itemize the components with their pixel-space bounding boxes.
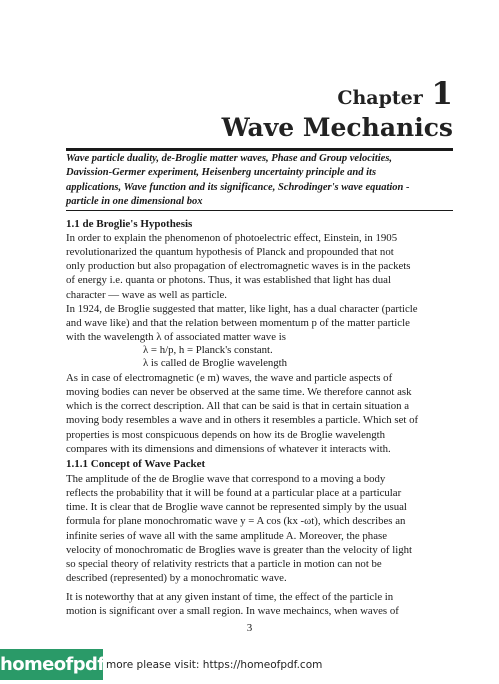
keywords-line: Davission-Germer experiment, Heisenberg uncertainty principle and its — [66, 167, 377, 179]
subsection-heading: 1.1.1 Concept of Wave Packet — [66, 458, 206, 470]
text-line: As in case of electromagnetic (e m) waves, the wave and particle aspects of — [66, 372, 393, 384]
text-line: velocity of monochromatic de Broglies wave is greater than the velocity of light — [66, 543, 412, 556]
text-line: so special theory of relativity restricts that a particle in motion can not be — [66, 557, 382, 570]
chapter-number: 1 — [431, 76, 453, 112]
text-line: In order to explain the phenomenon of photoelectric effect, Einstein, in 1905 — [66, 232, 398, 244]
section-heading: 1.1 de Broglie's Hypothesis — [66, 218, 193, 230]
text-line: and wave like) and that the relation between momentum p of the matter particle — [66, 317, 410, 330]
page-number: 3 — [246, 622, 253, 634]
text-line: motion is significant over a small region. In wave mechaincs, when waves of — [66, 605, 399, 618]
keywords-line: applications, Wave function and its significance, Schrodinger's wave equation - — [66, 181, 410, 193]
footer-link-text[interactable]: more please visit: https://homeofpdf.com — [106, 659, 323, 671]
equation-note: λ is called de Broglie wavelength — [143, 357, 288, 369]
paragraph — [66, 472, 453, 585]
paragraph — [66, 302, 453, 344]
chapter-word: Chapter — [337, 87, 423, 109]
text-line: character — wave as well as particle. — [66, 288, 227, 301]
paragraph — [66, 590, 453, 618]
equation: λ = h/p, h = Planck's constant. — [143, 344, 273, 356]
text-line: It is noteworthy that at any given instant of time, the effect of the particle in — [66, 591, 394, 603]
paragraph — [66, 231, 453, 302]
homeofpdf-logo-link[interactable]: homeofpdf.com — [0, 649, 103, 680]
text-line: formula for plane monochromatic wave y = A cos (kx -ωt), which describes an — [66, 515, 406, 528]
text-line: only production but also propagation of electromagnetic waves is in the packets — [66, 260, 411, 273]
text-line: with the wavelength λ of associated matter wave is — [66, 331, 286, 344]
top-rule — [66, 148, 453, 151]
paragraph — [66, 371, 453, 456]
text-line: revolutionarized the quantum hypothesis of Planck and propounded that not — [66, 246, 394, 259]
keywords-line: Wave particle duality, de-Broglie matter waves, Phase and Group velocities, — [66, 153, 393, 164]
text-line: which is the correct description. All that can be said is that in certain situation a — [66, 400, 410, 413]
text-line: In 1924, de Broglie suggested that matter, like light, has a dual character (particle — [66, 303, 418, 315]
chapter-label — [337, 76, 453, 112]
text-line: described (represented) by a monochromatic wave. — [66, 572, 287, 585]
chapter-title: Wave Mechanics — [221, 113, 453, 142]
text-line: The amplitude of the de Broglie wave that correspond to a moving a body — [66, 473, 386, 485]
text-line: reflects the probability that it will be found at a particular place at a particular — [66, 487, 402, 500]
text-line: of energy i.e. quanta or photons. Thus, it was established that light has dual — [66, 274, 391, 287]
text-line: infinite series of wave all with the same amplitude A. Moreover, the phase — [66, 529, 387, 542]
text-line: properties is most conspicuous depends on how its de Broglie wavelength — [66, 428, 386, 441]
text-line: moving bodies can never be observed at the same time. We therefore cannot ask — [66, 386, 412, 399]
text-line: compares with its dimensions and dimensions of whatever it interacts with. — [66, 442, 391, 455]
bottom-rule — [66, 210, 453, 211]
chapter-keywords — [66, 152, 453, 210]
text-line: time. It is clear that de Broglie wave cannot be represented simply by the usual — [66, 501, 407, 514]
text-line: moving body resembles a wave and in others it resembles a particle. Which set of — [66, 414, 419, 427]
keywords-line: particle in one dimensional box — [66, 196, 203, 208]
